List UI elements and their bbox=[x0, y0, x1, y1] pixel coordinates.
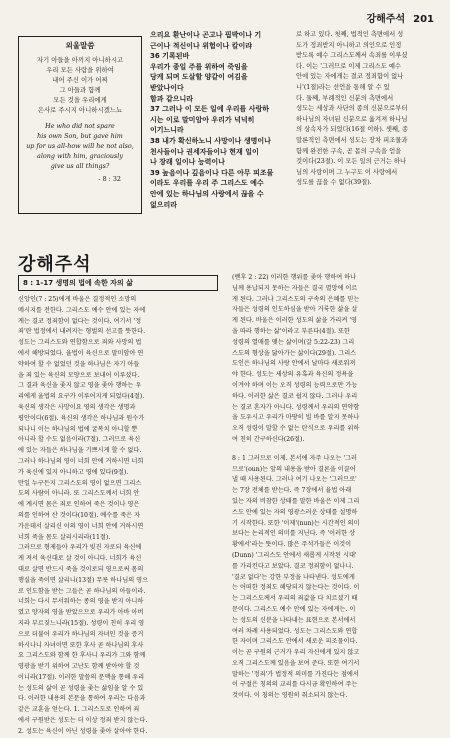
running-head bbox=[366, 10, 434, 25]
left-body bbox=[18, 295, 218, 738]
text-line: 다. 이러한 내용의 본문을 통하여 우리는 다음과 bbox=[18, 695, 146, 703]
text-line: 로 인도함을 받는 그들은 곧 하나님의 아들이라. bbox=[18, 587, 146, 595]
passage-line: 받았나이다 bbox=[150, 83, 184, 92]
text-line: 너희는 다시 무서워하는 종의 영을 받지 아니하 bbox=[18, 598, 144, 606]
passage-line: 안에 있는 하나님의 사랑에서 끊을 수 bbox=[150, 189, 264, 198]
text-line: 오직 그리스도께 있음을 보여 준다. 또한 여기서 bbox=[232, 659, 360, 667]
passage-line: 시는 이로 말미암아 우리가 넉넉히 bbox=[150, 115, 255, 124]
commentary-left-column bbox=[18, 273, 218, 738]
text-line: 하나님의 자녀된 신분으로 옮겨져 하나님 bbox=[296, 115, 408, 123]
text-line: 8 : 1 그러므로 이제. 본서에 자주 나오는 '그러 bbox=[232, 454, 357, 462]
text-line: 죄'란 법정에서 내려지는 형벌의 선고를 뜻한다. bbox=[18, 328, 146, 336]
text-line: 여러 차례 사용되었다. 성도는 그리스도와 연합 bbox=[232, 627, 358, 635]
text-line: 스도의 형상을 닮아가는 삶이다(29절). 그리스 bbox=[232, 349, 357, 357]
text-line: 여 친히 간구하신다(26절). bbox=[232, 435, 305, 443]
passage-line: 39 높음이나 깊음이나 다른 아무 피조물 bbox=[150, 168, 274, 177]
text-line: 행실을 죽이면 살리니(13절) 무릇 하나님의 영으 bbox=[18, 576, 149, 584]
text-line: 영광을 받기 위하여 고난도 함께 받아야 할 것 bbox=[18, 663, 140, 671]
section-subhead: 8 : 1-17 생명의 법에 속한 자의 삶 bbox=[18, 275, 218, 291]
memory-verse-reference: - 8 : 32 bbox=[98, 175, 121, 183]
text-line: 말론적인 측면에서 성도는 장차 피조물과 bbox=[296, 136, 408, 144]
passage-line: 당케 되며 도살할 양같이 여김을 bbox=[150, 73, 248, 82]
passage-line: 없으리라 bbox=[150, 200, 178, 209]
text-line: 다. 이는 '그러므로 이제 그리스도 예수 bbox=[296, 62, 401, 70]
text-line: 리에게 율법의 요구가 이루어지게 되었다(4절). bbox=[18, 393, 145, 401]
right-body bbox=[232, 273, 440, 446]
passage-line: 으리요 환난이나 곤고나 핍박이나 기 bbox=[150, 31, 262, 39]
text-line: 가운데서 살리신 이의 영이 너희 안에 거하시면 bbox=[18, 522, 144, 530]
passage-line: 이라도 우리를 우리 주 그리스도 예수 bbox=[150, 179, 264, 188]
text-line: 도의 사람이 아니라. 또 그리스도께서 너희 안 bbox=[18, 490, 140, 498]
verse-line: 모든 것을 우리에게 bbox=[53, 96, 107, 104]
text-line: 것이다(23절). 이 모든 일의 근거는 하나 bbox=[296, 158, 407, 166]
text-line: 하시나니 자녀이면 또한 후사 곧 하나님의 후사 bbox=[18, 641, 144, 649]
text-line: 이겨야 하며 이는 오직 성령의 능력으로만 가능 bbox=[232, 381, 358, 389]
text-line: 다. 둘째, 부례적인 신분의 측면에서 bbox=[296, 94, 394, 102]
memory-verse-english bbox=[25, 121, 135, 171]
text-line: 평안이다(6절). 육신의 생각은 하나님과 원수가 bbox=[18, 414, 145, 422]
text-line: 보다는 논리적인 의미를 지닌다. 즉 '이러한 상 bbox=[232, 530, 356, 538]
text-line: 지라 부르짖느니라(15절). 성령이 친히 우리 영 bbox=[18, 619, 145, 627]
text-line: 있는 자의 비참한 상태를 말한 바울은 이제 그리 bbox=[232, 497, 360, 505]
text-line: 를 가리킨다고 보았다. 결코 정죄함이 없나니. bbox=[232, 562, 354, 570]
text-line: 것이다. 이 칭의는 영원히 취소되지 않는다. bbox=[232, 692, 348, 700]
text-line: 로 하고 있다. 첫째, 법적인 측면에서 성 bbox=[296, 31, 404, 38]
text-line: 이는 곧 구원의 근거가 우리 자신에게 있지 않고 bbox=[232, 649, 360, 657]
text-line: 성도는 그리스도와 연합함으로 죄와 사망의 법 bbox=[18, 339, 142, 347]
text-line: 성도는 세상과 사단의 종의 신분으로부터 bbox=[296, 105, 408, 113]
text-line: 는 결코 혼자가 아니다. 성령께서 우리의 연약함 bbox=[232, 403, 360, 411]
text-line: 황에서'라는 뜻이다. 많은 주석가들은 이것이 bbox=[232, 541, 352, 549]
text-line: 아니라 할 수도 없음이라(7절). 그러므로 육신 bbox=[18, 436, 141, 444]
text-line: 스도 안에 있는 자의 영광스러운 상태를 설명하 bbox=[232, 508, 358, 516]
text-line: 그러므로 형제들아 우리가 빚진 자로되 육신에 bbox=[18, 544, 142, 552]
text-line: 에서 구원받은 성도는 더 이상 정죄 받지 않는다. bbox=[18, 717, 148, 725]
text-line: 게 된다. 바울은 이러한 성도의 삶을 가리켜 '영 bbox=[232, 317, 358, 325]
text-line: 므로'(oun)는 앞의 내용을 받아 결론을 이끌어 bbox=[232, 465, 356, 473]
paragraph-gap bbox=[232, 446, 440, 454]
text-line: 성도를 끊을 수 없다(39절). bbox=[296, 179, 372, 187]
text-line: 같은 교훈을 얻는다. 1. 그리스도로 인하여 죄 bbox=[18, 706, 140, 714]
text-line: 오직 성령이 말할 수 없는 탄식으로 우리를 위하 bbox=[232, 425, 360, 433]
text-line: 니'(1절)라는 선언을 통해 알 수 있 bbox=[296, 83, 390, 91]
passage-line: 이기느니라 bbox=[150, 126, 184, 135]
verse-line-en: He who did not spare bbox=[45, 122, 115, 130]
header-title: 강해주석 bbox=[366, 14, 406, 25]
right-body-verse-notes bbox=[232, 454, 440, 702]
text-line: '결코 없다'는 강한 부정을 나타낸다. 성도에게 bbox=[232, 573, 355, 581]
commentary-right-column bbox=[232, 273, 440, 702]
text-line: 안에 있는 자에게는 결코 정죄함이 없나 bbox=[296, 73, 404, 81]
text-line: 자들은 성령의 인도하심을 받아 거룩한 삶을 살 bbox=[232, 306, 358, 314]
text-line: 받도록 예수 그리스도께서 속죄를 이루셨 bbox=[296, 52, 408, 60]
text-line: 을 도우시고 우리가 마땅히 빌 바를 알지 못하나 bbox=[232, 414, 360, 422]
text-line: 만일 누구든지 그리스도의 영이 없으면 그리스 bbox=[18, 479, 142, 487]
verse-line-en: up for us all-how will he not also, bbox=[26, 142, 134, 150]
text-line: 을 죄 있는 육신의 모양으로 보내어 이루셨다. bbox=[18, 371, 140, 379]
text-line: 는 7장 전체를 받는다. 즉 7장에서 율법 아래 bbox=[232, 487, 352, 495]
verse-line-en: along with him, graciously bbox=[37, 152, 123, 160]
verse-line-en: his own Son, but gave him bbox=[37, 132, 123, 140]
text-line: 약하여 할 수 없었던 것을 하나님은 자기 아들 bbox=[18, 360, 140, 368]
text-line: 게는 결코 정죄함이 없다는 것이다. 여기서 '정 bbox=[18, 317, 142, 325]
text-line: 는 성도의 삶이 곧 성령을 좇는 삶임을 알 수 있 bbox=[18, 684, 144, 692]
text-line: 육신의 생각은 사망이요 영의 생각은 생명과 bbox=[18, 403, 136, 411]
page-number: 201 bbox=[413, 14, 434, 25]
text-line: 으로 더불어 우리가 하나님의 자녀인 것을 증거 bbox=[18, 630, 144, 638]
passage-line: 38 내가 확신하노니 사망이나 생명이나 bbox=[150, 136, 271, 145]
passage-line: 나 장래 일이나 능력이나 bbox=[150, 158, 225, 167]
text-line: 기 시작한다. 또한 '이제'(nun)는 시간적인 의미 bbox=[232, 519, 360, 527]
verse-line: 그 아들과 함께 bbox=[59, 86, 101, 94]
verse-line-en: give us all things? bbox=[50, 162, 110, 170]
text-line: 신앙인(7 : 25)에게 바울은 결정적인 소망의 bbox=[18, 296, 137, 303]
text-line: 님께 용납되지 못하는 자들은 결국 멸망에 이르 bbox=[232, 284, 358, 292]
passage-line: 천사들이나 권세자들이나 현재 일이 bbox=[150, 147, 259, 156]
top-commentary bbox=[296, 30, 438, 189]
memory-verse-box bbox=[18, 36, 142, 214]
text-line: 에 있는 자들은 하나님을 기쁘시게 할 수 없다. bbox=[18, 447, 142, 455]
text-line: 의를 인하여 산 것이다(10절). 예수를 죽은 자 bbox=[18, 511, 141, 519]
text-line: 게 된다. 그러나 그리스도의 구속의 은혜를 믿는 bbox=[232, 295, 360, 303]
text-line: 메시지를 전한다. 그리스도 예수 안에 있는 자에 bbox=[18, 306, 146, 314]
section-title: 강해주석 bbox=[18, 254, 92, 275]
bible-passage bbox=[150, 30, 290, 210]
passage-line: 36 기록된바 bbox=[150, 52, 190, 61]
text-line: 낼 때 사용된다. 그러나 여기 나오는 '그러므로' bbox=[232, 476, 357, 484]
text-line: 함께 완전한 구속, 곧 몸의 구속을 얻을 bbox=[296, 147, 402, 155]
text-line: 가 육신에 있지 아니하고 영에 있다(9절). bbox=[18, 468, 129, 476]
text-line: 님의 사랑이며 그 누구도 이 사랑에서 bbox=[296, 168, 398, 176]
text-line: 는 그리스도께서 우리의 죄값을 다 치르셨기 때 bbox=[232, 595, 358, 603]
text-line: 한 자이며 그리스도 안에서 새로운 피조물이다. bbox=[232, 638, 358, 646]
passage-line: 37 그러나 이 모든 일에 우리를 사랑하 bbox=[150, 105, 270, 114]
text-line: 너희 죽을 몸도 살리시리라(11절). bbox=[18, 533, 111, 541]
text-line: 도인은 하나님의 사랑 안에서 날마다 새로워져 bbox=[232, 360, 356, 368]
text-line: 그 결과 육신을 좇지 않고 영을 좇아 행하는 우 bbox=[18, 382, 142, 390]
verse-line: 우리 모든 사람을 위하여 bbox=[46, 66, 114, 74]
memory-verse-title: 외울말씀 bbox=[65, 41, 95, 50]
text-line: 요 그리스도와 함께 한 후사니 우리가 그와 함께 bbox=[18, 652, 146, 660]
text-line: 을 따라 행하는 삶'이라고 부른다(4절). 또한 bbox=[232, 327, 350, 335]
text-line: 되나니 이는 하나님의 법에 굴복치 아니할 뿐 bbox=[18, 425, 138, 433]
text-line: (Dunn) '그리스도 안에서 새롭게 시작된 시대' bbox=[232, 551, 357, 559]
text-line: 성령의 열매를 맺는 삶이며(갈 5:22-23) 그리 bbox=[232, 338, 355, 346]
text-line: 말하는 '정죄'가 법정적 의미를 가진다는 점에서 bbox=[232, 670, 359, 678]
text-line: (벧후 2 : 22) 이러한 행위를 좇아 행하여 하나 bbox=[232, 274, 357, 281]
text-line: 게 져서 육신대로 살 것이 아니다. 너희가 육신 bbox=[18, 555, 142, 563]
text-line: 그러나 하나님의 영이 너희 안에 거하시면 너희 bbox=[18, 457, 144, 465]
verse-line: 자기 아들을 아끼지 아니하시고 bbox=[36, 56, 124, 64]
text-line: 에 계시면 몸은 죄로 인하여 죽은 것이나 영은 bbox=[18, 501, 140, 509]
text-line: 는 성도의 신분을 나타내는 표현으로 본서에서 bbox=[232, 616, 356, 624]
text-line: 하다. 이러한 삶은 결코 쉽지 않다. 그러나 우리 bbox=[232, 392, 358, 400]
text-line: 에서 해방되었다. 율법이 육신으로 말미암아 연 bbox=[18, 349, 144, 357]
text-line: 대로 살면 반드시 죽을 것이로되 영으로써 몸의 bbox=[18, 565, 144, 573]
passage-line: 함과 같으니라 bbox=[150, 94, 194, 103]
memory-verse-korean bbox=[25, 55, 135, 115]
text-line: 2. 성도는 육신이 아닌 성령을 좇아 살아야 한다. bbox=[18, 727, 148, 735]
text-line: 이 구절은 칭의의 교리를 다시금 확인하여 주는 bbox=[232, 681, 358, 689]
text-line: 는 어떠한 정죄도 해당되지 않는다는 것이다. 이 bbox=[232, 584, 360, 592]
text-line: 였고 양자의 영을 받았으므로 우리가 아바 아버 bbox=[18, 609, 144, 617]
text-line: 의 상속자가 되었다(16절 이하). 셋째, 종 bbox=[296, 126, 409, 134]
passage-line: 우리가 종일 주를 위하여 죽임을 bbox=[150, 62, 248, 71]
text-line: 야 한다. 성도는 세상의 유혹과 육신의 정욕을 bbox=[232, 371, 354, 379]
verse-line: 내어 주신 이가 어찌 bbox=[52, 76, 108, 84]
text-line: 이니라(17절). 이러한 말씀의 문맥을 통해 우리 bbox=[18, 673, 145, 681]
text-line: 문이다. 그리스도 예수 안에 있는 자에게는. 이 bbox=[232, 605, 356, 613]
passage-line: 근이나 적신이나 위험이나 칼이랴 bbox=[150, 41, 252, 50]
text-line: 도가 정죄받지 아니하고 의인으로 인정 bbox=[296, 41, 402, 49]
verse-line: 은사로 주시지 아니하시겠느뇨 bbox=[37, 106, 123, 114]
